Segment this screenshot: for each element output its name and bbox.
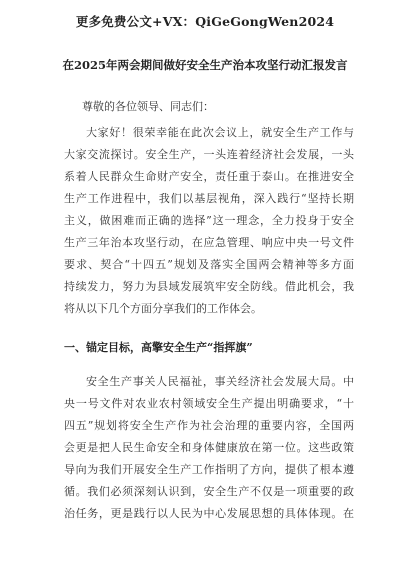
paragraph-line: 系着人民群众生命财产安全，责任重于泰山。在推进安全 [64,170,354,183]
paragraph-line: 循。我们必须深刻认识到，安全生产不仅是一项重要的政 [64,485,354,498]
paragraph-line: 将从以下几个方面分享我们的工作体会。 [64,302,262,315]
paragraph-line: 大家交流探讨。安全生产，一头连着经济社会发展，一头 [64,148,354,161]
paragraph-line: 生产三年治本攻坚行动，在应急管理、响应中央一号文件 [64,236,354,249]
paragraph-line: 四五”规划将安全生产作为社会治理的重要内容，全国两 [64,419,354,432]
salutation: 尊敬的各位领导、同志们： [82,100,214,113]
document-title: 在2025年两会期间做好安全生产治本攻坚行动汇报发言 [62,58,348,72]
paragraph-line: 治任务，更是践行以人民为中心发展思想的具体体现。在 [64,507,354,520]
paragraph-intro [64,122,354,320]
section-heading: 一、锚定目标，高擎安全生产“指挥旗” [64,341,253,354]
paragraph-line: 央一号文件对农业农村领域安全生产提出明确要求，“十 [64,397,354,410]
paragraph-line: 安全生产事关人民福祉，事关经济社会发展大局。中 [86,375,354,388]
watermark-header: 更多免费公文+VX：QiGeGongWen2024 [75,14,335,29]
paragraph-line: 生产工作进程中，我们以基层视角，深入践行“坚持长期 [64,192,354,205]
paragraph-line: 要求、契合“十四五”规划及落实全国两会精神等多方面 [64,258,354,271]
paragraph-line: 主义，做困难而正确的选择”这一理念，全力投身于安全 [64,214,354,227]
paragraph-line: 导向为我们开展安全生产工作指明了方向，提供了根本遵 [64,463,354,476]
paragraph-line: 大家好！很荣幸能在此次会议上，就安全生产工作与 [86,126,354,139]
paragraph-line: 持续发力，努力为县域发展筑牢安全防线。借此机会，我 [64,280,354,293]
paragraph-line: 会更是把人民生命安全和身体健康放在第一位。这些政策 [64,441,354,454]
paragraph-section-one [64,371,354,525]
